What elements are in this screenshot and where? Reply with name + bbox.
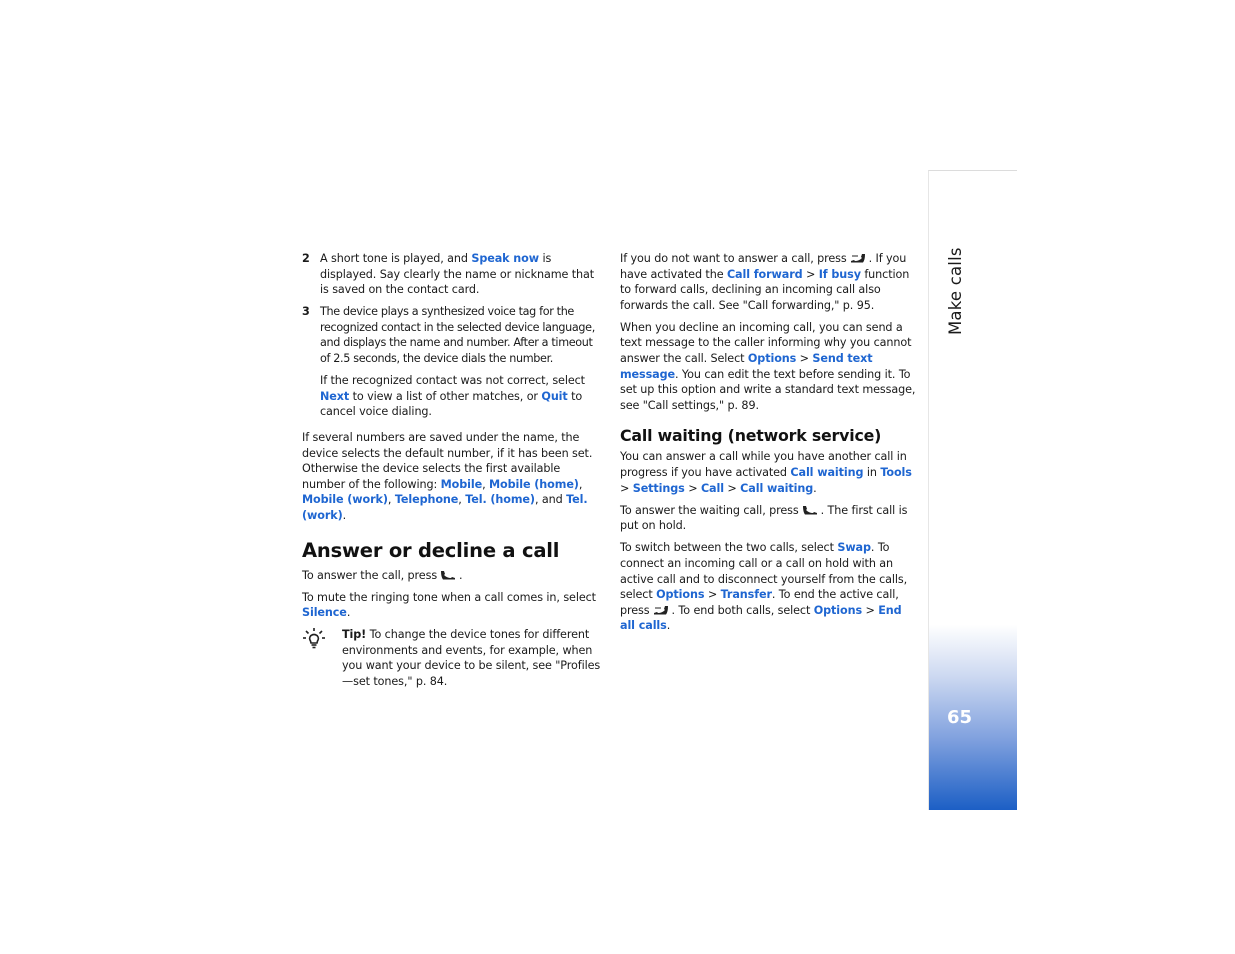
page-number: 65 [947,707,973,728]
answer-waiting-paragraph: To answer the waiting call, press . The first call is put on hold. [620,503,908,533]
end-all-calls-label: End all calls [620,603,902,633]
type-telephone: Telephone [394,493,459,507]
call-waiting-label-2: Call waiting [740,481,814,495]
step-2: 2 A short tone is played, and Speak now is displayed. Say clearly the name or nickname that is saved on the contact card. [302,252,595,297]
chapter-label: Make calls [946,247,965,335]
middle-column [620,251,920,640]
tools-label: Tools [880,466,912,480]
answer-paragraph: To answer the call, press . [302,568,463,582]
call-waiting-heading: Call waiting (network service) [620,426,882,446]
tip-box: Tip! To change the device tones for different environments and events, for example, when you want your device to be silent, see "Profiles—set tones," p. 84. [302,627,602,689]
chapter-sidebar [928,170,1017,810]
switch-paragraph: To switch between the two calls, select Swap. To connect an incoming call or a call on hold with an active call and to disconnect yourself from the calls, select Options > Transfer. To end the active call, press . To end both calls, select Options > End all calls. [620,541,908,633]
settings-label: Settings [632,481,685,495]
answer-decline-heading: Answer or decline a call [302,538,560,562]
speak-now-label: Speak now [471,252,539,265]
options-label: Options [747,352,797,366]
send-text-message-label: Send text message [620,352,873,381]
options-label-2: Options [656,588,705,602]
call-waiting-label: Call waiting [790,466,864,480]
type-mobile-home: Mobile (home) [489,477,579,491]
step-3: 3 The device plays a synthesized voice tag for the recognized contact in the selected device language, and displays the name and number. After a timeout of 2.5 seconds, the device dials the number. [302,305,595,366]
type-mobile-work: Mobile (work) [302,493,388,507]
type-mobile: Mobile [440,477,483,491]
left-column [302,251,602,690]
quit-label: Quit [541,389,568,403]
end-key-icon [653,605,669,615]
step-number: 2 [302,252,310,265]
type-tel-home: Tel. (home) [465,493,535,507]
transfer-label: Transfer [720,588,772,602]
swap-label: Swap [837,541,871,555]
tip-lightbulb-icon [302,627,326,649]
end-key-icon [850,253,866,263]
call-forward-label: Call forward [726,267,803,281]
next-label: Next [320,389,350,403]
options-label-3: Options [813,603,863,617]
call-key-icon [440,570,456,580]
step-number: 3 [302,305,310,319]
tip-label: Tip! [342,628,367,642]
silence-label: Silence [302,606,347,620]
mute-paragraph: To mute the ringing tone when a call comes in, select Silence. [302,590,596,620]
decline-paragraph: If you do not want to answer a call, press . If you have activated the Call forward > If busy function to forward calls, declining an incoming call also forwards the call. See "Call forwarding," p. 95. [620,252,910,312]
call-key-icon [802,505,818,515]
call-label: Call [700,481,724,495]
several-numbers-paragraph: If several numbers are saved under the name, the device selects the default number, if it has been set. Otherwise the device selects the first available number of the following: Mobile, Mobile (home), Mobile (work), Telephone, Tel. (home), and Tel. (work). [302,430,593,522]
sms-paragraph: When you decline an incoming call, you can send a text message to the caller informing why you cannot answer the call. Select Options > Send text message. You can edit the text before sending it. To set up this option and write a standard text message, see "Call settings," p. 89. [620,320,916,412]
call-waiting-intro: You can answer a call while you have another call in progress if you have activated Call waiting in Tools > Settings > Call > Call waiting. [620,450,912,495]
type-tel-work: Tel. (work) [302,493,588,522]
recognized-paragraph: If the recognized contact was not correct, select Next to view a list of other matches, or Quit to cancel voice dialing. [320,374,585,419]
if-busy-label: If busy [818,267,861,281]
